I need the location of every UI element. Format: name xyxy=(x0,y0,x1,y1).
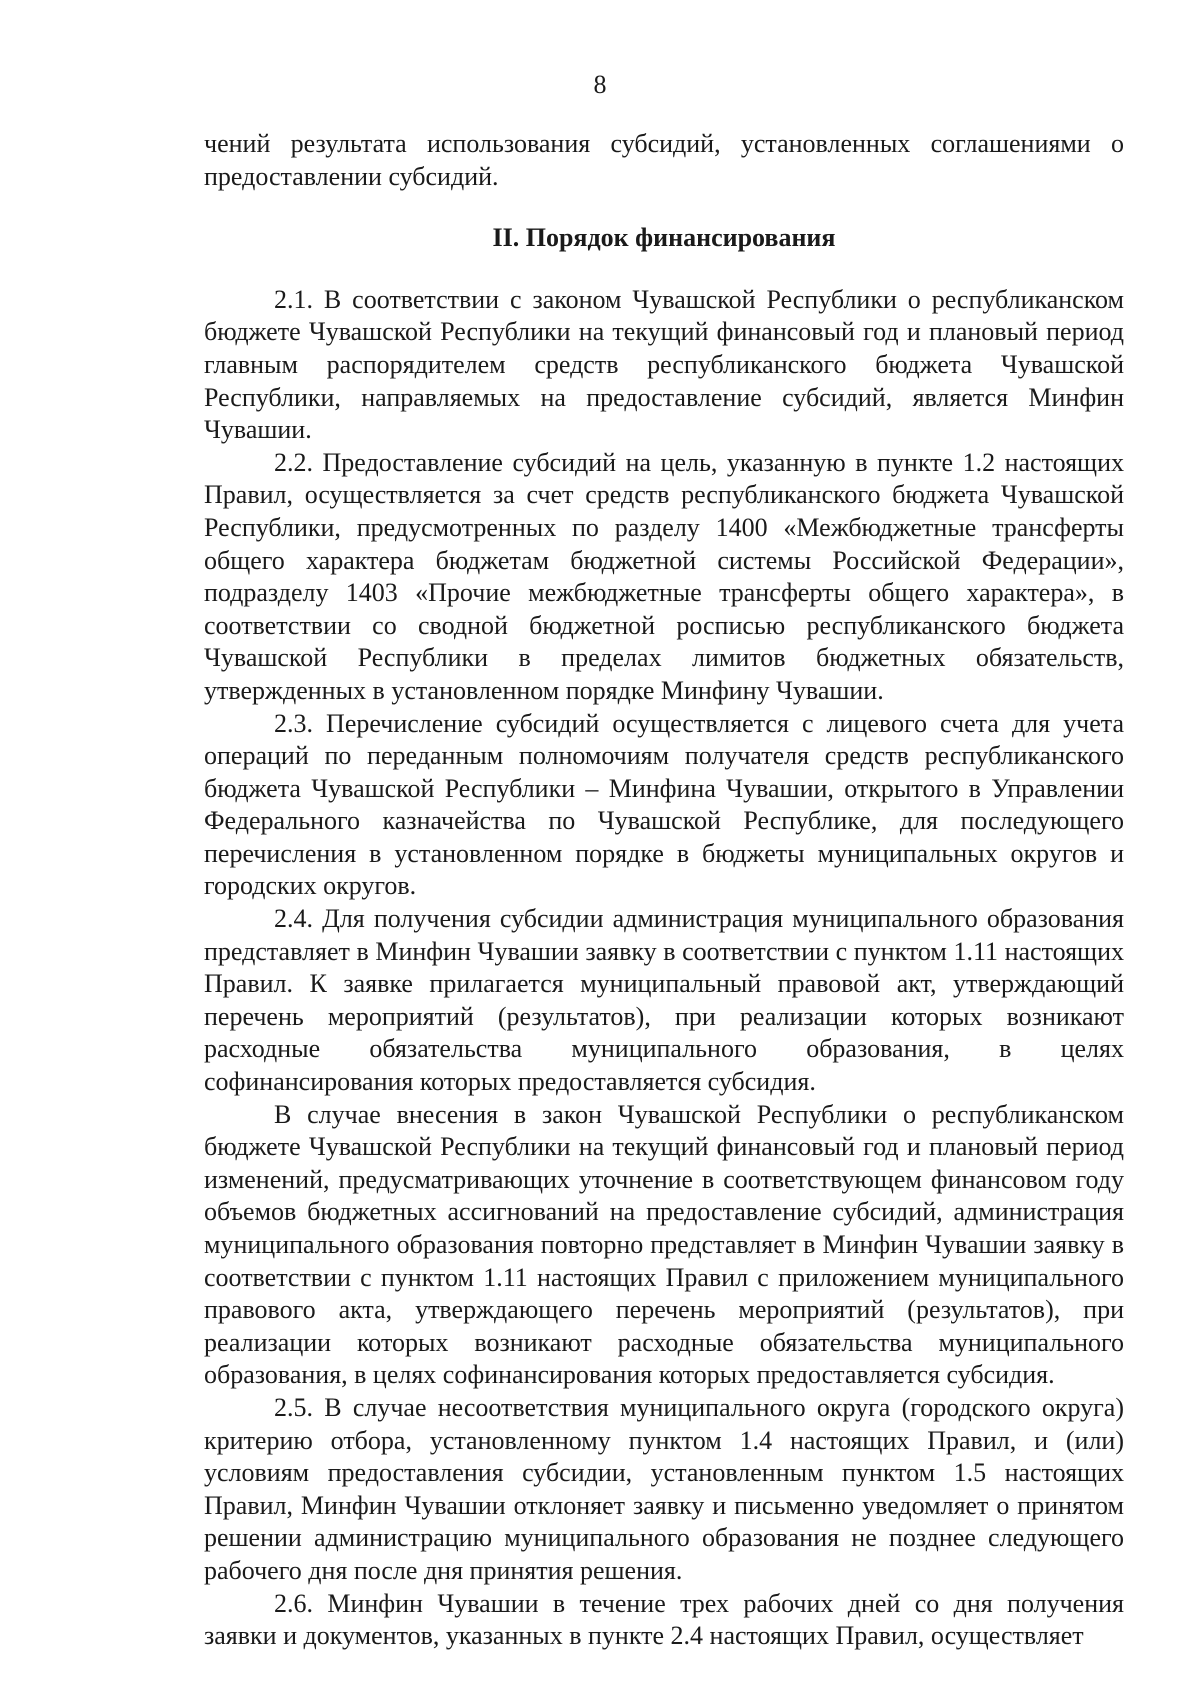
paragraph-2-4-amendment: В случае внесения в закон Чувашской Республики о республиканском бюджете Чувашской Республики на текущий финансовый год и плановый период изменений, предусматривающих уточнение в соответствующем финансовом году объемов бюджетных ассигнований на предоставление субсидий, администрация муниципального образования повторно представляет в Минфин Чувашии заявку в соответствии с пунктом 1.11 настоящих Правил с приложением муниципального правового акта, утверждающего перечень мероприятий (результатов), при реализации которых возникают расходные обязательства муниципального образования, в целях софинансирования которых предоставляется субсидия. xyxy=(204,1099,1124,1390)
paragraph-2-3: 2.3. Перечисление субсидий осуществляется с лицевого счета для учета операций по переданным полномочиям получателя средств республиканского бюджета Чувашской Республики – Минфина Чувашии, открытого в Управлении Федерального казначейства по Чувашской Республике, для последующего перечисления в установленном порядке в бюджеты муниципальных округов и городских округов. xyxy=(204,708,1124,901)
document-body xyxy=(204,128,1124,1653)
paragraph-2-4: 2.4. Для получения субсидии администрация муниципального образования представляет в Минфин Чувашии заявку в соответствии с пунктом 1.11 настоящих Правил. К заявке прилагается муниципальный правовой акт, утверждающий перечень мероприятий (результатов), при реализации которых возникают расходные обязательства муниципального образования, в целях софинансирования которых предоставляется субсидия. xyxy=(204,904,1124,1097)
continuation-paragraph: чений результата использования субсидий, установленных соглашениями о предоставлении субсидий. xyxy=(204,129,1124,191)
paragraph-2-6: 2.6. Минфин Чувашии в течение трех рабочих дней со дня получения заявки и документов, указанных в пункте 2.4 настоящих Правил, осуществляет xyxy=(204,1588,1124,1651)
section-heading: II. Порядок финансирования xyxy=(492,223,836,253)
paragraph-2-2: 2.2. Предоставление субсидий на цель, указанную в пункте 1.2 настоящих Правил, осуществляется за счет средств республиканского бюджета Чувашской Республики, предусмотренных по разделу 1400 «Межбюджетные трансферты общего характера бюджетам бюджетной системы Российской Федерации», подразделу 1403 «Прочие межбюджетные трансферты общего характера», в соответствии со сводной бюджетной росписью республиканского бюджета Чувашской Республики в пределах лимитов бюджетных обязательств, утвержденных в установленном порядке Минфину Чувашии. xyxy=(204,447,1124,705)
paragraph-2-5: 2.5. В случае несоответствия муниципального округа (городского округа) критерию отбора, установленному пунктом 1.4 настоящих Правил, и (или) условиям предоставления субсидии, установленным пунктом 1.5 настоящих Правил, Минфин Чувашии отклоняет заявку и письменно уведомляет о принятом решении администрацию муниципального образования не позднее следующего рабочего дня после дня принятия решения. xyxy=(204,1392,1124,1585)
paragraph-2-1: 2.1. В соответствии с законом Чувашской Республики о республиканском бюджете Чувашской Республики на текущий финансовый год и плановый период главным распорядителем средств республиканского бюджета Чувашской Республики, направляемых на предоставление субсидий, является Минфин Чувашии. xyxy=(204,284,1124,445)
page-number: 8 xyxy=(593,70,607,99)
